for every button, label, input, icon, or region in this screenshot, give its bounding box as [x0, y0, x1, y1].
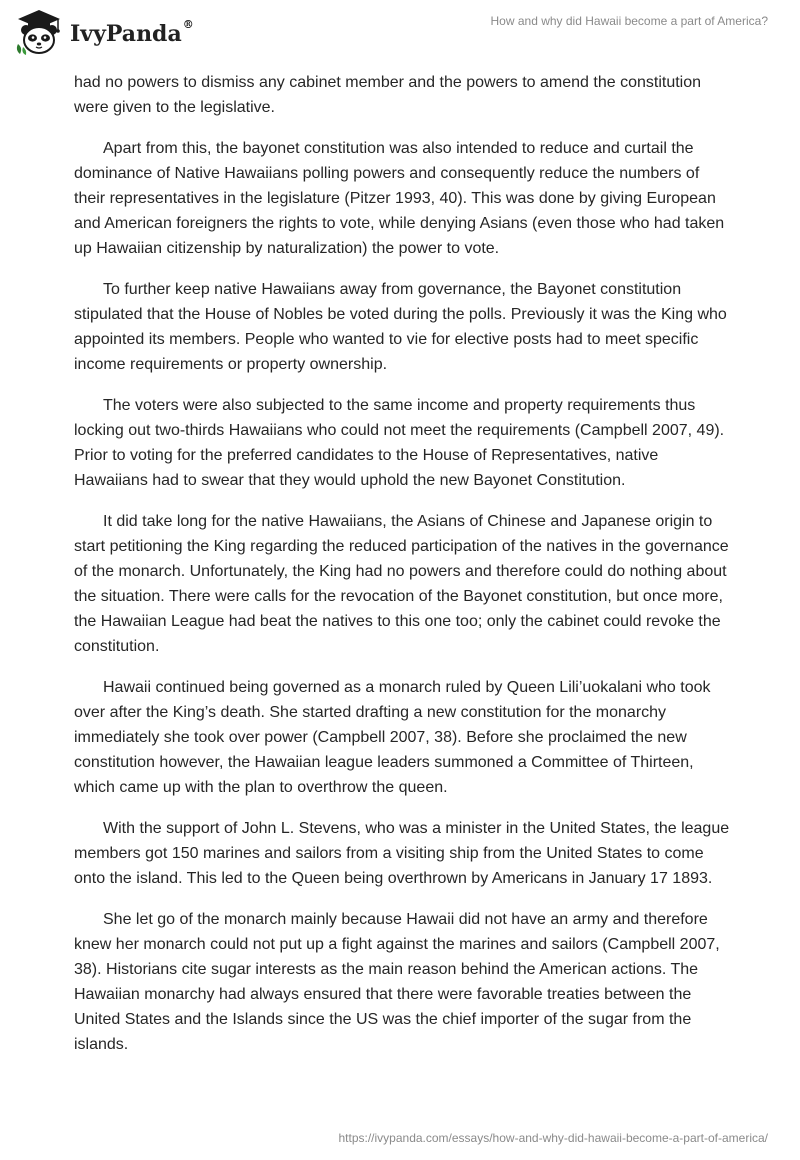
paragraph: The voters were also subjected to the same income and property requirements thus locking out two-thirds Hawaiians who could not meet the requirements (Campbell 2007, 49). Prior to voting for the preferred candidates to the House of Representatives, native Hawaiians had to swear that they would uphold the new Bayonet Constitution.: [74, 397, 725, 489]
paragraph: To further keep native Hawaiians away from governance, the Bayonet constitution stipulated that the House of Nobles be voted during the polls. Previously it was the King who appointed its members. People who wanted to vie for elective posts had to meet specific income requirements or property ownership.: [74, 281, 727, 373]
paragraph: It did take long for the native Hawaiians, the Asians of Chinese and Japanese origin to start petitioning the King regarding the reduced participation of the natives in the governance of the monarch. Unfortunately, the King had no powers and therefore could do nothing about the situation. There were calls for the revocation of the Bayonet constitution, but once more, the Hawaiian League had beat the natives to this one too; only the cabinet could revoke the constitution.: [74, 513, 729, 655]
paragraph: She let go of the monarch mainly because Hawaii did not have an army and therefore knew her monarch could not put up a fight against the marines and sailors (Campbell 2007, 38). Historians cite sugar interests as the main reason behind the American actions. The Hawaiian monarchy had always ensured that there were favorable treaties between the United States and the Islands since the US was the chief importer of the sugar from the islands.: [74, 911, 720, 1053]
paragraph: Hawaii continued being governed as a monarch ruled by Queen Lili’uokalani who took over after the King’s death. She started drafting a new constitution for the monarchy immediately she took over power (Campbell 2007, 38). Before she proclaimed the new constitution however, the Hawaiian league leaders summoned a Committee of Thirteen, which came up with the plan to overthrow the queen.: [74, 679, 711, 796]
brand-name: IvyPanda®: [70, 18, 194, 47]
essay-title: How and why did Hawaii become a part of America?: [490, 14, 768, 28]
paragraph: Apart from this, the bayonet constitution was also intended to reduce and curtail the dominance of Native Hawaiians polling powers and consequently reduce the numbers of their representatives in the legislature (Pitzer 1993, 40). This was done by giving European and American foreigners the rights to vote, while denying Asians (even those who had taken up Hawaiian citizenship by naturalization) the power to vote.: [74, 140, 725, 257]
panda-graduate-icon: [14, 8, 64, 56]
paragraph: With the support of John L. Stevens, who was a minister in the United States, the league members got 150 marines and sailors from a visiting ship from the United States to come onto the island. This led to the Queen being overthrown by Americans in January 17 1893.: [74, 820, 730, 887]
page-header: [0, 0, 800, 64]
source-url-link[interactable]: https://ivypanda.com/essays/how-and-why-did-hawaii-become-a-part-of-america/: [338, 1131, 768, 1145]
ivypanda-logo[interactable]: [14, 8, 194, 56]
paragraph: had no powers to dismiss any cabinet member and the powers to amend the constitution were given to the legislative.: [74, 74, 702, 116]
essay-body: [74, 70, 734, 1073]
